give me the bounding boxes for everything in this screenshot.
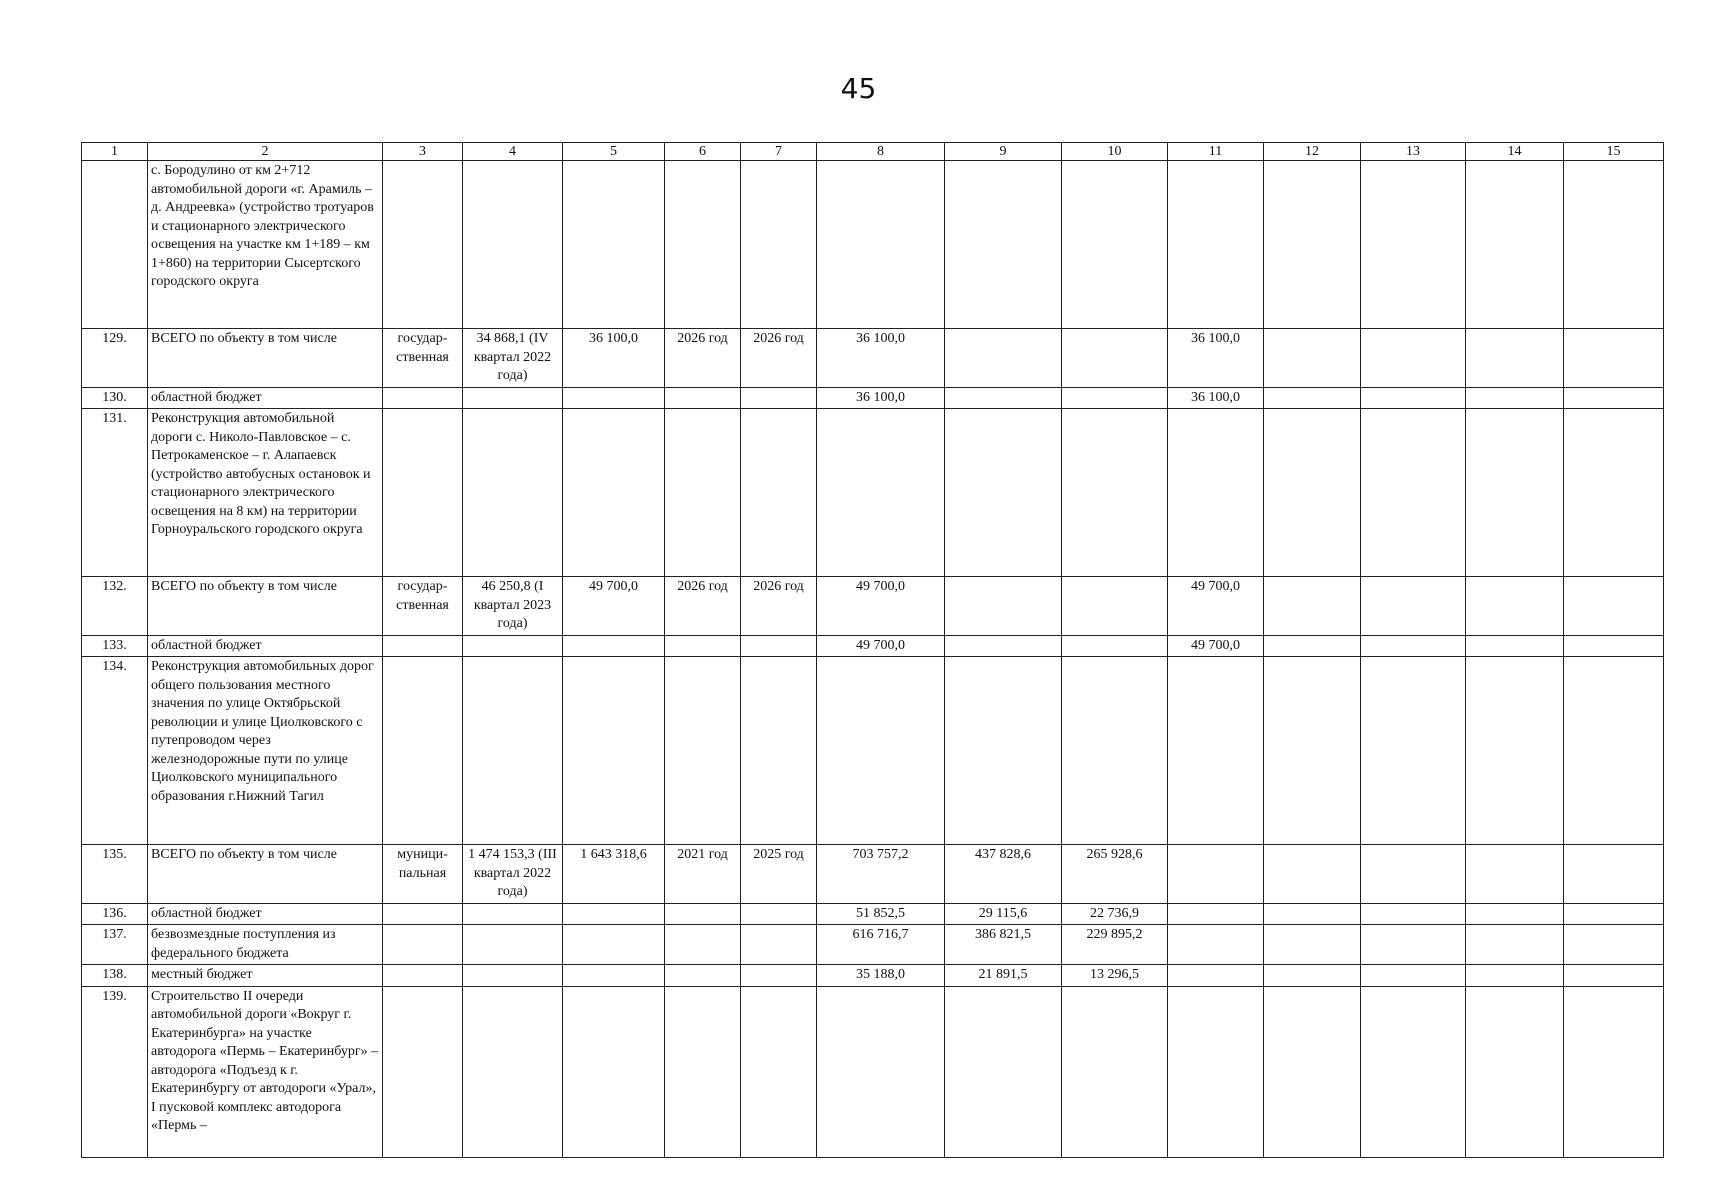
empty-cell [1264,965,1361,987]
total-cost [563,387,665,409]
row-number: 134. [82,657,148,845]
empty-cell [1264,577,1361,636]
row-description: местный бюджет [148,965,383,987]
empty-cell [1564,965,1664,987]
end-year [741,903,817,925]
column-header: 10 [1062,143,1168,161]
column-header: 4 [463,143,563,161]
empty-cell [1564,409,1664,577]
ownership-type [383,965,463,987]
investment-table [81,142,1664,1158]
empty-cell [1466,577,1564,636]
column-header: 11 [1168,143,1264,161]
amount-col-8 [817,409,945,577]
row-number: 136. [82,903,148,925]
table-row [82,161,1664,329]
amount-col-8: 36 100,0 [817,387,945,409]
start-year: 2026 год [665,577,741,636]
ownership-type: муници-пальная [383,845,463,904]
row-description: областной бюджет [148,635,383,657]
column-header: 2 [148,143,383,161]
empty-cell [1466,903,1564,925]
start-year [665,986,741,1157]
amount-col-11: 36 100,0 [1168,329,1264,388]
ownership-type [383,903,463,925]
estimated-cost [463,161,563,329]
row-number: 135. [82,845,148,904]
table-row [82,657,1664,845]
amount-col-8 [817,161,945,329]
amount-col-10: 229 895,2 [1062,925,1168,965]
estimated-cost [463,387,563,409]
row-description: ВСЕГО по объекту в том числе [148,577,383,636]
amount-col-10: 265 928,6 [1062,845,1168,904]
amount-col-10 [1062,387,1168,409]
start-year [665,925,741,965]
empty-cell [1564,387,1664,409]
empty-cell [1361,387,1466,409]
empty-cell [1466,845,1564,904]
amount-col-8: 49 700,0 [817,577,945,636]
table-row [82,965,1664,987]
amount-col-8 [817,657,945,845]
total-cost [563,986,665,1157]
empty-cell [1264,657,1361,845]
amount-col-9 [945,387,1062,409]
row-number: 138. [82,965,148,987]
amount-col-8: 51 852,5 [817,903,945,925]
start-year: 2021 год [665,845,741,904]
empty-cell [1264,329,1361,388]
empty-cell [1564,161,1664,329]
column-header: 9 [945,143,1062,161]
total-cost [563,903,665,925]
row-number: 131. [82,409,148,577]
empty-cell [1361,635,1466,657]
amount-col-8 [817,986,945,1157]
end-year [741,161,817,329]
amount-col-11 [1168,657,1264,845]
empty-cell [1466,657,1564,845]
empty-cell [1264,635,1361,657]
estimated-cost: 34 868,1 (IV квартал 2022 года) [463,329,563,388]
end-year: 2026 год [741,577,817,636]
start-year: 2026 год [665,329,741,388]
amount-col-9: 21 891,5 [945,965,1062,987]
empty-cell [1361,161,1466,329]
table-row [82,845,1664,904]
empty-cell [1564,845,1664,904]
amount-col-10: 13 296,5 [1062,965,1168,987]
total-cost: 49 700,0 [563,577,665,636]
amount-col-11 [1168,161,1264,329]
end-year: 2025 год [741,845,817,904]
amount-col-9 [945,635,1062,657]
ownership-type [383,409,463,577]
amount-col-11 [1168,845,1264,904]
estimated-cost: 46 250,8 (I квартал 2023 года) [463,577,563,636]
end-year [741,635,817,657]
amount-col-10: 22 736,9 [1062,903,1168,925]
estimated-cost [463,986,563,1157]
estimated-cost [463,635,563,657]
amount-col-8: 35 188,0 [817,965,945,987]
column-header: 12 [1264,143,1361,161]
end-year [741,409,817,577]
amount-col-9: 386 821,5 [945,925,1062,965]
column-header: 13 [1361,143,1466,161]
column-header: 8 [817,143,945,161]
start-year [665,161,741,329]
page-number: 45 [840,72,877,105]
amount-col-10 [1062,986,1168,1157]
empty-cell [1361,409,1466,577]
end-year [741,986,817,1157]
total-cost: 1 643 318,6 [563,845,665,904]
column-header: 3 [383,143,463,161]
table-row [82,986,1664,1157]
empty-cell [1466,387,1564,409]
amount-col-9: 437 828,6 [945,845,1062,904]
start-year [665,635,741,657]
empty-cell [1466,965,1564,987]
column-header: 1 [82,143,148,161]
empty-cell [1564,329,1664,388]
row-description: ВСЕГО по объекту в том числе [148,329,383,388]
empty-cell [1264,903,1361,925]
amount-col-10 [1062,635,1168,657]
empty-cell [1264,845,1361,904]
start-year [665,657,741,845]
table-row [82,577,1664,636]
amount-col-9 [945,409,1062,577]
empty-cell [1564,635,1664,657]
column-header: 15 [1564,143,1664,161]
empty-cell [1264,925,1361,965]
row-description: с. Бородулино от км 2+712 автомобильной дороги «г. Арамиль – д. Андреевка» (устройство тротуаров и стационарного электрического освещения на участке км 1+189 – км 1+860) на территории Сысертского городского округа [148,161,383,329]
row-description: ВСЕГО по объекту в том числе [148,845,383,904]
empty-cell [1466,161,1564,329]
empty-cell [1264,409,1361,577]
amount-col-8: 49 700,0 [817,635,945,657]
empty-cell [1361,965,1466,987]
estimated-cost [463,903,563,925]
amount-col-11: 49 700,0 [1168,635,1264,657]
row-number: 130. [82,387,148,409]
total-cost [563,657,665,845]
amount-col-9 [945,577,1062,636]
amount-col-10 [1062,409,1168,577]
row-number: 129. [82,329,148,388]
table-row [82,387,1664,409]
ownership-type: государ-ственная [383,329,463,388]
total-cost: 36 100,0 [563,329,665,388]
amount-col-10 [1062,161,1168,329]
header-row [82,143,1664,161]
row-description: Реконструкция автомобильной дороги с. Николо-Павловское – с. Петрокаменское – г. Алапаевск (устройство автобусных остановок и стационарного электрического освещения на 8 км) на территории Горноуральского городского округа [148,409,383,577]
empty-cell [1361,329,1466,388]
ownership-type [383,657,463,845]
empty-cell [1264,387,1361,409]
row-number: 132. [82,577,148,636]
start-year [665,387,741,409]
start-year [665,903,741,925]
estimated-cost [463,409,563,577]
ownership-type [383,635,463,657]
total-cost [563,965,665,987]
table-row [82,635,1664,657]
end-year [741,387,817,409]
empty-cell [1564,577,1664,636]
row-number [82,161,148,329]
amount-col-11 [1168,965,1264,987]
empty-cell [1564,986,1664,1157]
ownership-type [383,986,463,1157]
total-cost [563,925,665,965]
table-row [82,409,1664,577]
empty-cell [1361,903,1466,925]
ownership-type [383,161,463,329]
row-description: Реконструкция автомобильных дорог общего пользования местного значения по улице Октябрьской революции и улице Циолковского с путепроводом через железнодорожные пути по улице Циолковского муниципального образования г.Нижний Тагил [148,657,383,845]
row-number: 133. [82,635,148,657]
row-description: областной бюджет [148,387,383,409]
start-year [665,965,741,987]
amount-col-11 [1168,986,1264,1157]
amount-col-11 [1168,925,1264,965]
row-description: безвозмездные поступления из федерального бюджета [148,925,383,965]
table-row [82,329,1664,388]
empty-cell [1361,986,1466,1157]
total-cost [563,409,665,577]
row-number: 137. [82,925,148,965]
empty-cell [1466,409,1564,577]
amount-col-10 [1062,577,1168,636]
ownership-type [383,387,463,409]
empty-cell [1564,657,1664,845]
amount-col-10 [1062,329,1168,388]
empty-cell [1361,577,1466,636]
end-year [741,925,817,965]
amount-col-9 [945,329,1062,388]
amount-col-9 [945,657,1062,845]
end-year [741,965,817,987]
empty-cell [1466,986,1564,1157]
empty-cell [1564,903,1664,925]
estimated-cost [463,925,563,965]
estimated-cost [463,965,563,987]
ownership-type [383,925,463,965]
estimated-cost: 1 474 153,3 (III квартал 2022 года) [463,845,563,904]
total-cost [563,161,665,329]
column-header: 14 [1466,143,1564,161]
empty-cell [1466,329,1564,388]
amount-col-8: 36 100,0 [817,329,945,388]
empty-cell [1264,161,1361,329]
empty-cell [1466,635,1564,657]
amount-col-11 [1168,409,1264,577]
amount-col-11: 36 100,0 [1168,387,1264,409]
start-year [665,409,741,577]
column-header: 5 [563,143,665,161]
empty-cell [1361,845,1466,904]
row-number: 139. [82,986,148,1157]
amount-col-11: 49 700,0 [1168,577,1264,636]
table-row [82,925,1664,965]
empty-cell [1361,657,1466,845]
total-cost [563,635,665,657]
empty-cell [1264,986,1361,1157]
amount-col-11 [1168,903,1264,925]
amount-col-10 [1062,657,1168,845]
table-row [82,903,1664,925]
amount-col-9 [945,986,1062,1157]
row-description: областной бюджет [148,903,383,925]
amount-col-8: 703 757,2 [817,845,945,904]
ownership-type: государ-ственная [383,577,463,636]
empty-cell [1564,925,1664,965]
end-year [741,657,817,845]
empty-cell [1361,925,1466,965]
amount-col-8: 616 716,7 [817,925,945,965]
estimated-cost [463,657,563,845]
amount-col-9: 29 115,6 [945,903,1062,925]
column-header: 7 [741,143,817,161]
end-year: 2026 год [741,329,817,388]
column-header: 6 [665,143,741,161]
amount-col-9 [945,161,1062,329]
row-description: Строительство II очереди автомобильной дороги «Вокруг г. Екатеринбурга» на участке автодорога «Пермь – Екатеринбург» – автодорога «Подъезд к г. Екатеринбургу от автодороги «Урал», I пусковой комплекс автодорога «Пермь – [148,986,383,1157]
empty-cell [1466,925,1564,965]
